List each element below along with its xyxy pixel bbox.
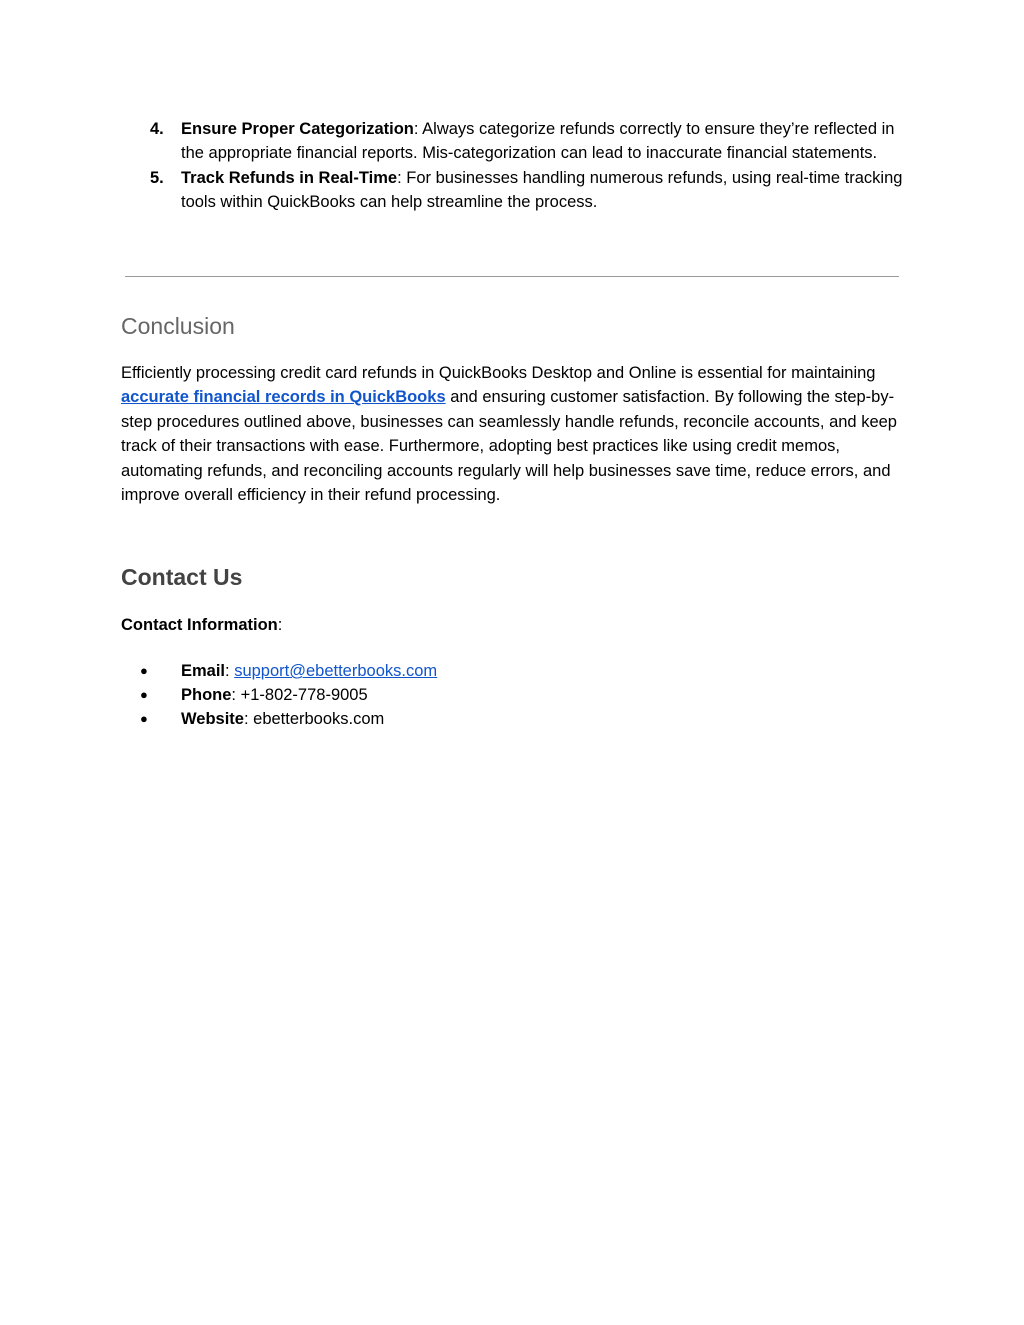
bullet-icon: ● xyxy=(140,711,148,726)
list-item-text: : Always categorize refunds correctly to ensure they’re reflected in the appropriate financial reports. Mis-categorization can lead to inaccurate financial statements. xyxy=(181,120,895,163)
contact-info-title: Contact Information xyxy=(121,616,278,634)
list-item-number: 5. xyxy=(150,168,164,187)
quickbooks-records-link[interactable]: accurate financial records in QuickBooks xyxy=(121,388,446,407)
contact-item-separator: : xyxy=(231,686,241,704)
conclusion-text-start: Efficiently processing credit card refunds in QuickBooks Desktop and Online is essential for maintaining xyxy=(121,364,876,382)
bullet-icon: ● xyxy=(140,687,148,702)
contact-list xyxy=(121,659,437,731)
list-item xyxy=(121,117,911,166)
best-practices-list xyxy=(121,117,911,214)
list-item xyxy=(121,166,911,215)
list-item-title: Track Refunds in Real-Time xyxy=(181,168,398,187)
contact-item-separator: : xyxy=(243,710,254,728)
conclusion-heading: Conclusion xyxy=(121,313,235,339)
contact-info-label xyxy=(121,613,282,637)
contact-item-email xyxy=(121,659,437,683)
bullet-icon: ● xyxy=(140,663,148,678)
contact-info-colon: : xyxy=(277,616,283,634)
website-value: ebetterbooks.com xyxy=(253,710,385,728)
contact-item-phone xyxy=(121,683,437,707)
contact-item-label: Phone xyxy=(181,686,232,704)
phone-value: +1-802-778-9005 xyxy=(240,686,368,704)
list-item-text: : For businesses handling numerous refunds, using real-time tracking tools within QuickBooks can help streamline the process. xyxy=(181,168,903,211)
contact-item-label: Email xyxy=(181,662,226,680)
list-item-number: 4. xyxy=(150,120,164,138)
contact-item-separator: : xyxy=(225,662,235,680)
conclusion-text-end: and ensuring customer satisfaction. By following the step-by-step procedures outlined above, businesses can seamlessly handle refunds, reconcile accounts, and keep track of their transactions with ease. Furthermore, adopting best practices like using credit memos, automating refunds, and reconciling accounts regularly will help businesses save time, reduce errors, and improve overall efficiency in their refund processing. xyxy=(121,388,897,505)
horizontal-divider xyxy=(125,276,899,277)
list-item-title: Ensure Proper Categorization xyxy=(181,120,414,138)
contact-item-label: Website xyxy=(181,710,244,728)
conclusion-paragraph xyxy=(121,361,911,507)
contact-heading: Contact Us xyxy=(121,564,243,590)
email-link[interactable]: support@ebetterbooks.com xyxy=(234,662,438,680)
contact-item-website xyxy=(121,707,437,731)
